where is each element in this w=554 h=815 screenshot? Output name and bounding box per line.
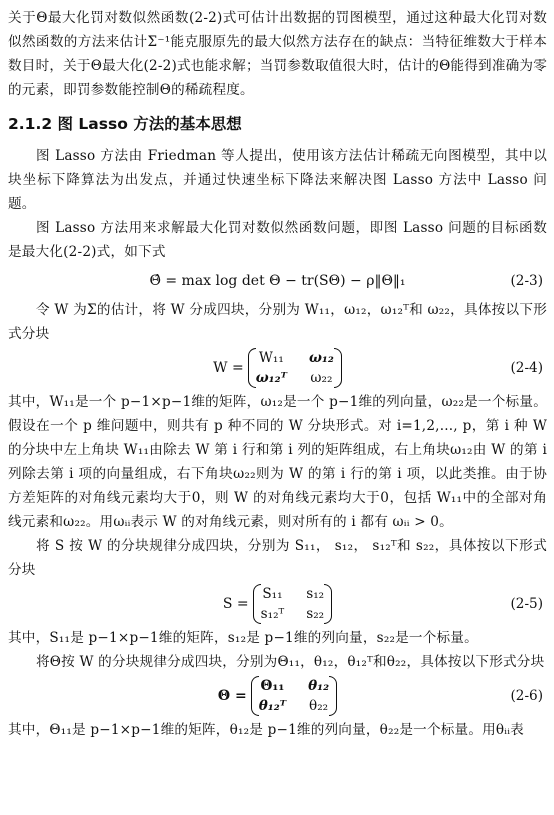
section-heading: 2.1.2 图 Lasso 方法的基本思想 (8, 115, 242, 133)
equation-2-5-number: (2-5) (510, 596, 543, 612)
matrix-w-cell: W₁₁ (258, 350, 284, 366)
equation-2-6-lhs: Θ = (217, 688, 247, 704)
matrix-s-cell: s₁₂ (306, 586, 325, 602)
equation-2-4-lhs: W = (213, 360, 244, 376)
equation-2-5-lhs: S = (222, 596, 249, 612)
matrix-theta-cell: θ₁₂ (308, 678, 330, 694)
matrix-s-cell: s₁₂ᵀ (260, 606, 285, 622)
equation-2-3-expression: Θ̂ = max log det Θ − tr(SΘ) − ρ‖Θ‖₁ (149, 273, 406, 289)
equation-2-4-number: (2-4) (510, 360, 543, 376)
equation-2-3 (8, 266, 547, 296)
equation-2-6 (8, 676, 547, 716)
matrix-w (248, 348, 342, 388)
paragraph-s-description: 其中，S₁₁是 p−1×p−1维的矩阵，s₁₂是 p−1维的列向量，s₂₂是一个标量。 (8, 630, 478, 646)
matrix-w-cell: ω₂₂ (310, 370, 333, 386)
equation-2-5 (8, 584, 547, 624)
matrix-theta-cell: θ₁₂ᵀ (258, 698, 287, 714)
paragraph-s-partition: 将 S 按 W 的分块规律分成四块，分别为 S₁₁， s₁₂， s₁₂ᵀ和 s₂₂，具体按以下形式分块 (8, 538, 547, 578)
equation-2-6-number: (2-6) (510, 688, 543, 704)
paragraph-w-partition: 令 W 为Σ的估计，将 W 分成四块，分别为 W₁₁，ω₁₂，ω₁₂ᵀ和 ω₂₂，具体按以下形式分块 (8, 302, 547, 342)
matrix-s (253, 584, 332, 624)
matrix-w-cell: ω₁₂ᵀ (255, 370, 287, 386)
paragraph-w-description: 其中，W₁₁是一个 p−1×p−1维的矩阵，ω₁₂是一个 p−1维的列向量，ω₂₂是一个标量。假设在一个 p 维问题中，则共有 p 种不同的 W 分块形式。对 i=1,2,..., p，第 i 种 W 的分块中左上角块 W₁₁由除去 W 第 i 行和第 i 列的矩阵组成，右上角块ω₁₂由 W 的第 i 列除去第 i 项的向量组成，右下角块ω₂₂则为 W 的第 i 行的第 i 项，以此类推。由于协方差矩阵的对角线元素均大于0，则 W 的对角线元素均大于0，包括 W₁₁中的全部对角线元素和ω₂₂。用ωᵢᵢ表示 W 的对角线元素，则对所有的 i 都有 ωᵢᵢ > 0。 (8, 394, 547, 530)
paragraph-method-origin: 图 Lasso 方法由 Friedman 等人提出，使用该方法估计稀疏无向图模型，其中以块坐标下降算法为出发点，并通过快速坐标下降法来解决图 Lasso 方法中 Lasso 问题。 (8, 148, 547, 212)
matrix-theta-cell: Θ₁₁ (260, 678, 285, 694)
matrix-s-cell: S₁₁ (262, 586, 283, 602)
equation-2-3-number: (2-3) (510, 273, 543, 289)
paragraph-intro: 关于Θ最大化罚对数似然函数(2-2)式可估计出数据的罚图模型，通过这种最大化罚对数似然函数的方法来估计Σ⁻¹能克服原先的最大似然方法存在的缺点：当特征维数大于样本数目时，关于Θ最大化(2-2)式也能求解；当罚参数取值很大时，估计的Θ能得到准确为零的元素，即罚参数能控制Θ的稀疏程度。 (8, 10, 547, 98)
paragraph-theta-description: 其中，Θ₁₁是 p−1×p−1维的矩阵，θ₁₂是 p−1维的列向量，θ₂₂是一个标量。用θᵢᵢ表 (8, 722, 524, 738)
matrix-theta (251, 676, 337, 716)
paragraph-objective: 图 Lasso 方法用来求解最大化罚对数似然函数问题，即图 Lasso 问题的目标函数是最大化(2-2)式，如下式 (8, 220, 547, 260)
matrix-w-cell: ω₁₂ (308, 350, 334, 366)
matrix-s-cell: s₂₂ (306, 606, 325, 622)
equation-2-4 (8, 348, 547, 388)
matrix-theta-cell: θ₂₂ (309, 698, 329, 714)
paragraph-theta-partition: 将Θ按 W 的分块规律分成四块，分别为Θ₁₁，θ₁₂，θ₁₂ᵀ和θ₂₂，具体按以下形式分块 (36, 654, 545, 670)
